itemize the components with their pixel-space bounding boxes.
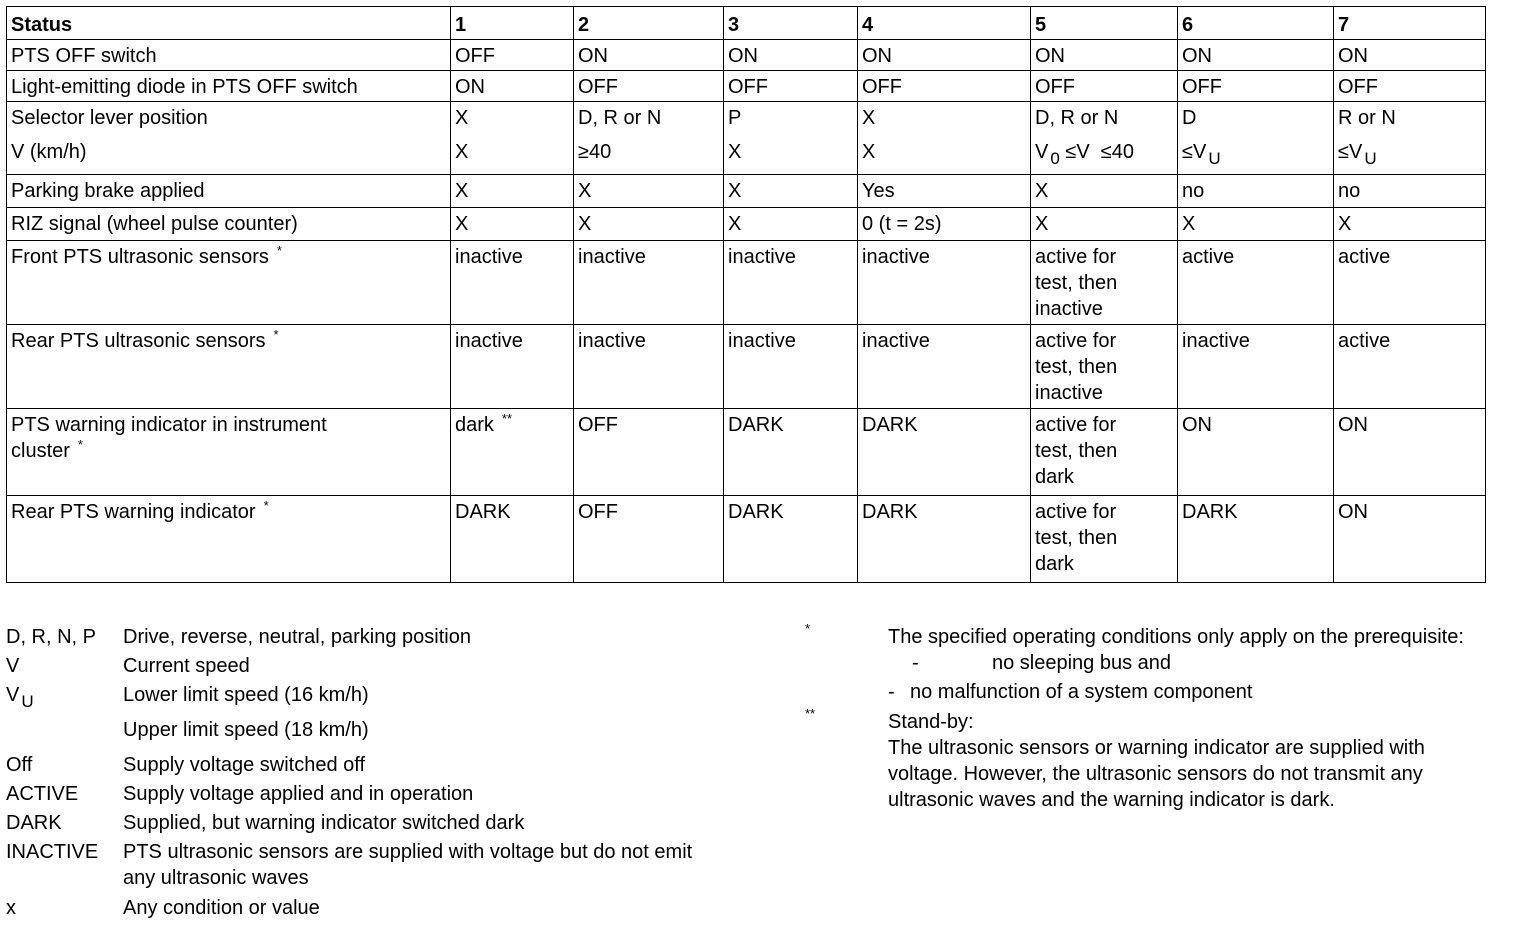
footnote-single-star (805, 621, 1505, 705)
speed-value: X (862, 141, 876, 163)
legend-definition: Supply voltage applied and in operation (123, 783, 474, 805)
table-cell: ON (1334, 496, 1486, 583)
table-cell: X (451, 175, 574, 208)
header-state-1: 1 (451, 7, 574, 40)
table-row (7, 175, 1486, 208)
table-cell: inactive (858, 325, 1031, 409)
table-cell: OFF (858, 71, 1031, 102)
legend-term: V $_U$ (6, 684, 34, 711)
table-header-row (7, 7, 1486, 40)
table-cell: D, R or N ≥40 (574, 102, 724, 175)
table-cell: OFF (1334, 71, 1486, 102)
legend-definition: Supplied, but warning indicator switched dark (123, 812, 525, 834)
footnote-text: The specified operating conditions only apply on the prerequisite: (888, 626, 1464, 648)
table-cell: inactive (1178, 325, 1334, 409)
table-cell: active (1178, 241, 1334, 325)
table-cell: X (451, 208, 574, 241)
table-cell: X (724, 208, 858, 241)
table-cell: inactive (574, 241, 724, 325)
footnote-heading: Stand-by: (888, 711, 974, 733)
table-cell: ON (1334, 409, 1486, 496)
table-cell: X (1178, 208, 1334, 241)
table-cell: Yes (858, 175, 1031, 208)
legend-definition: Upper limit speed (18 km/h) (123, 719, 369, 741)
table-cell: OFF (574, 409, 724, 496)
table-cell: DARK (858, 409, 1031, 496)
table-cell: inactive (724, 325, 858, 409)
speed-value: X (455, 141, 469, 163)
table-row (7, 71, 1486, 102)
footnote-mark: ** (805, 706, 816, 721)
table-cell: active for test, then inactive (1031, 325, 1178, 409)
table-cell: inactive (451, 325, 574, 409)
table-cell: no (1178, 175, 1334, 208)
table-row (7, 496, 1486, 583)
speed-label: V (km/h) (11, 141, 87, 163)
table-cell: X (724, 175, 858, 208)
table-cell: OFF (574, 496, 724, 583)
row-label: Rear PTS ultrasonic sensors * (7, 325, 451, 409)
table-cell: ON (724, 40, 858, 71)
table-cell: X (574, 175, 724, 208)
header-state-6: 6 (1178, 7, 1334, 40)
legend-definition: Any condition or value (123, 897, 320, 919)
footnote-mark: * (263, 498, 269, 513)
table-cell: OFF (574, 71, 724, 102)
header-state-7: 7 (1334, 7, 1486, 40)
table-cell: D ≤V $_U$ (1178, 102, 1334, 175)
row-label: Parking brake applied (7, 175, 451, 208)
row-label: Light-emitting diode in PTS OFF switch (7, 71, 451, 102)
speed-value: ≤V $_U$ (1182, 141, 1221, 168)
legend-term: x (6, 897, 16, 919)
legend-row (6, 839, 703, 891)
table-row (7, 40, 1486, 71)
table-cell: X X (858, 102, 1031, 175)
table-cell: active for test, then dark (1031, 409, 1178, 496)
legend-row (6, 624, 703, 650)
row-label: RIZ signal (wheel pulse counter) (7, 208, 451, 241)
table-cell: inactive (451, 241, 574, 325)
legend-definition: PTS ultrasonic sensors are supplied with voltage but do not emit any ultrasonic waves (123, 841, 693, 889)
header-state-2: 2 (574, 7, 724, 40)
table-cell: DARK (858, 496, 1031, 583)
table-cell: DARK (451, 496, 574, 583)
table-cell: ON (1334, 40, 1486, 71)
footnote-text: The ultrasonic sensors or warning indicator are supplied with voltage. However, the ultrasonic sensors do not transmit any ultrasonic waves and the warning indicator is dark. (888, 737, 1425, 811)
row-label: Selector lever position V (km/h) (7, 102, 451, 175)
speed-value: ≥40 (578, 141, 612, 163)
table-cell: OFF (1031, 71, 1178, 102)
table-cell: ON (1031, 40, 1178, 71)
legend-definition: Drive, reverse, neutral, parking position (123, 626, 471, 648)
footnote-mark: * (273, 327, 279, 342)
table-cell: ON (574, 40, 724, 71)
table-cell: active (1334, 325, 1486, 409)
table-cell: P X (724, 102, 858, 175)
row-label: PTS warning indicator in instrument cluster * (7, 409, 451, 496)
footnote-mark: * (276, 243, 282, 258)
table-cell: ON (1178, 409, 1334, 496)
table-cell: inactive (858, 241, 1031, 325)
legend-row (6, 781, 703, 807)
legend-definition: Current speed (123, 655, 250, 677)
table-cell: ON (1178, 40, 1334, 71)
status-table (6, 6, 1486, 583)
legend-term: V (6, 655, 20, 677)
header-state-4: 4 (858, 7, 1031, 40)
table-row (7, 208, 1486, 241)
table-cell: R or N ≤V $_U$ (1334, 102, 1486, 175)
table-cell: DARK (1178, 496, 1334, 583)
legend-term: DARK (6, 812, 62, 834)
table-cell: active for test, then inactive (1031, 241, 1178, 325)
row-label: PTS OFF switch (7, 40, 451, 71)
row-label: Rear PTS warning indicator * (7, 496, 451, 583)
header-status: Status (7, 7, 451, 40)
speed-value: V $_0$ ≤V ≤40 (1035, 141, 1135, 168)
table-row (7, 325, 1486, 409)
table-cell: no (1334, 175, 1486, 208)
table-cell: OFF (451, 40, 574, 71)
table-cell: inactive (724, 241, 858, 325)
table-cell: active (1334, 241, 1486, 325)
legend-row (6, 895, 703, 921)
table-cell: 0 (t = 2s) (858, 208, 1031, 241)
table-cell: inactive (574, 325, 724, 409)
legend-term: INACTIVE (6, 841, 99, 863)
footnote-mark: ** (501, 411, 513, 426)
footnote-mark: * (77, 437, 83, 452)
table-row (7, 102, 1486, 175)
table-row (7, 409, 1486, 496)
table-cell: DARK (724, 409, 858, 496)
speed-value: ≤V $_U$ (1338, 141, 1377, 168)
table-cell: X (1031, 175, 1178, 208)
footnote-double-star (805, 706, 1505, 813)
table-cell: D, R or N V $_0$ ≤V ≤40 (1031, 102, 1178, 175)
legend-row (6, 653, 703, 679)
table-cell: active for test, then dark (1031, 496, 1178, 583)
legend-definition: Supply voltage switched off (123, 754, 366, 776)
table-cell: X X (451, 102, 574, 175)
header-state-5: 5 (1031, 7, 1178, 40)
legend-row (6, 752, 703, 778)
legend-row (6, 810, 703, 836)
row-label: Front PTS ultrasonic sensors * (7, 241, 451, 325)
legend-row (6, 717, 703, 743)
footnote-item: - no sleeping bus and (912, 652, 1172, 674)
table-cell: OFF (1178, 71, 1334, 102)
table-cell: ON (451, 71, 574, 102)
table-cell: dark ** (451, 409, 574, 496)
legend-term: Off (6, 754, 33, 776)
legend-term: D, R, N, P (6, 626, 97, 648)
header-state-3: 3 (724, 7, 858, 40)
table-cell: X (1031, 208, 1178, 241)
table-cell: X (574, 208, 724, 241)
table-row (7, 241, 1486, 325)
table-cell: DARK (724, 496, 858, 583)
speed-value: X (728, 141, 742, 163)
legend-row (6, 682, 703, 709)
footnotes (805, 621, 1505, 813)
legend-term: ACTIVE (6, 783, 79, 805)
table-cell: OFF (724, 71, 858, 102)
legend-definition: Lower limit speed (16 km/h) (123, 684, 369, 706)
footnote-mark: * (805, 621, 811, 636)
legend-term (6, 717, 123, 743)
footnote-item: - no malfunction of a system component (888, 681, 1253, 703)
table-cell: ON (858, 40, 1031, 71)
table-cell: X (1334, 208, 1486, 241)
